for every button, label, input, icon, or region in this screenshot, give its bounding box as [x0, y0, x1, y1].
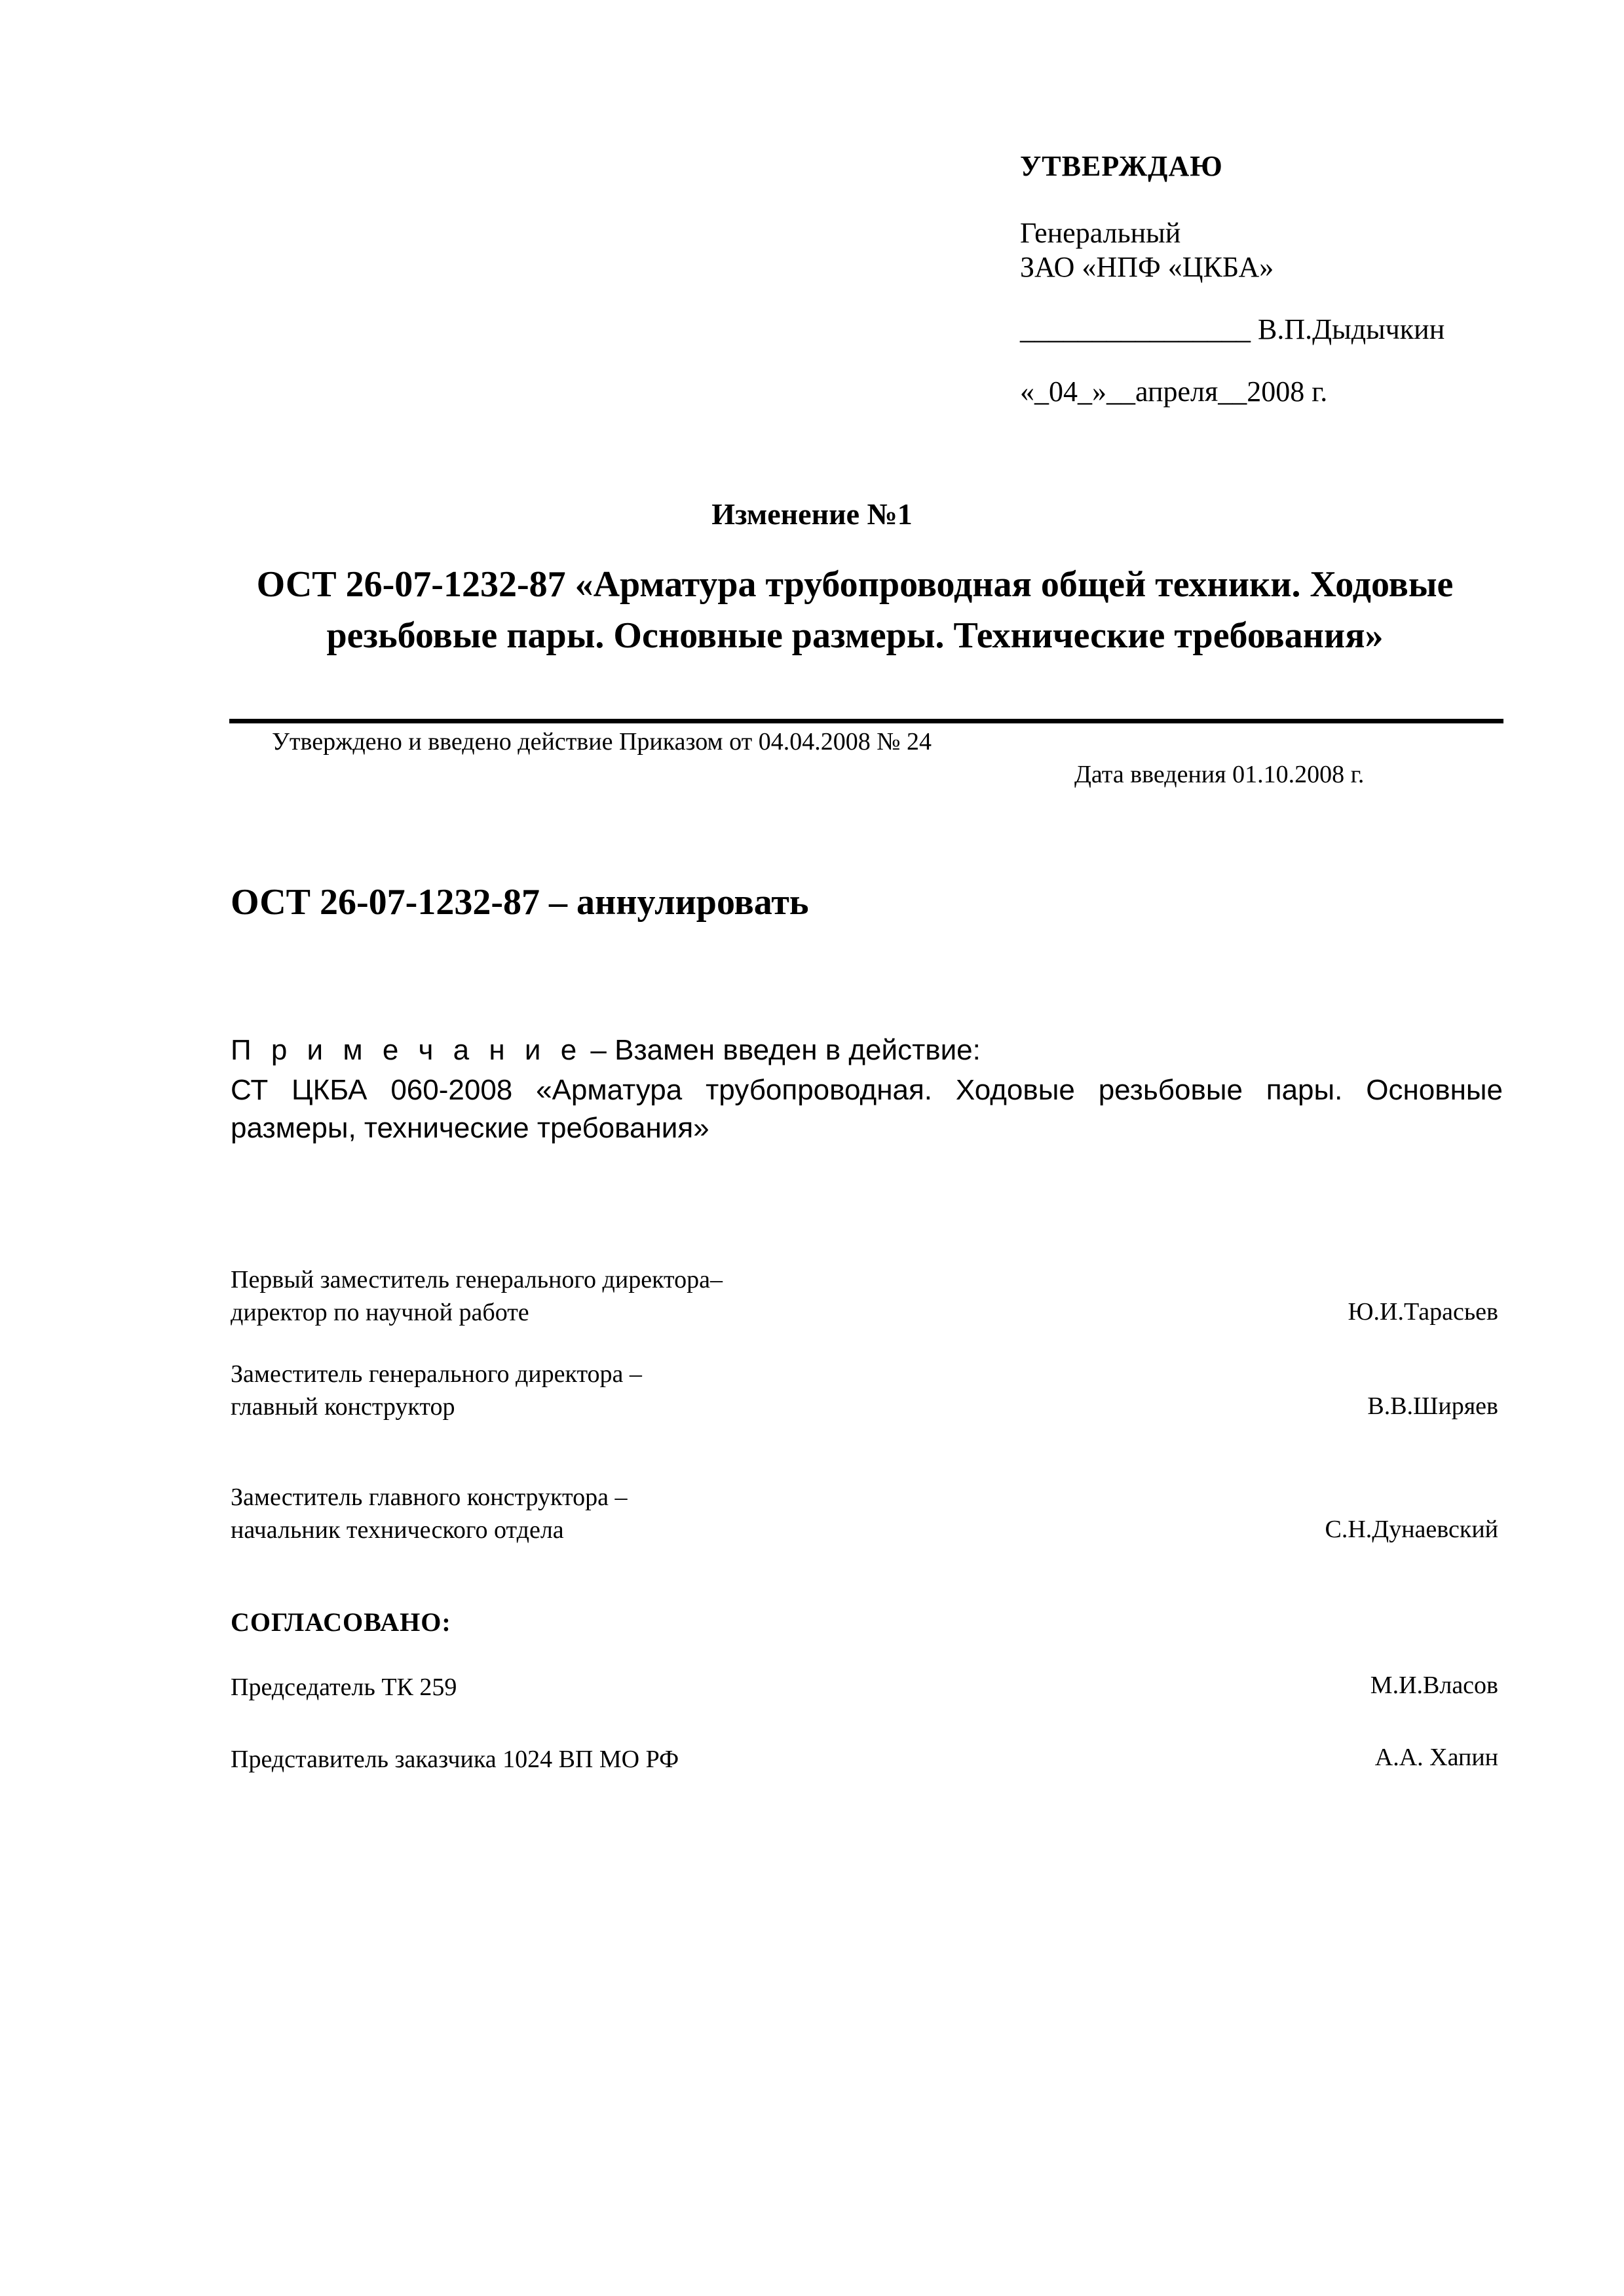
note-label: П р и м е ч а н и е	[231, 1034, 583, 1066]
signatory-name: В.В.Ширяев	[1367, 1392, 1498, 1420]
signatory-role-line: Заместитель главного конструктора –	[231, 1483, 628, 1511]
signatory-name: С.Н.Дунаевский	[1325, 1516, 1498, 1543]
introduction-date: Дата введения 01.10.2008 г.	[1074, 761, 1365, 788]
note-heading	[231, 1034, 981, 1067]
approval-signature-line: ________________ В.П.Дыдычкин	[1020, 313, 1445, 345]
signatory-role-line: главный конструктор	[231, 1393, 455, 1421]
order-text: Утверждено и введено действие Приказом от 04.04.2008 № 24	[272, 728, 932, 756]
document-title: ОСТ 26-07-1232-87 «Арматура трубопроводная общей техники. Ходовые резьбовые пары. Основные размеры. Технические требования»	[256, 564, 1454, 656]
signatory-role-line: директор по научной работе	[231, 1299, 529, 1326]
note-body: СТ ЦКБА 060-2008 «Арматура трубопроводная. Ходовые резьбовые пары. Основные размеры, технические требования»	[231, 1074, 1503, 1144]
approval-date: «_04_»__апреля__2008 г.	[1020, 375, 1328, 408]
approval-title: УТВЕРЖДАЮ	[1020, 150, 1223, 182]
agreed-title: СОГЛАСОВАНО:	[231, 1607, 451, 1637]
change-title: Изменение №1	[711, 497, 913, 531]
signatory-role	[231, 1263, 723, 1329]
signatory-role-line: начальник технического отдела	[231, 1516, 564, 1544]
approval-position: Генеральный	[1020, 217, 1181, 249]
signatory-role-line: Первый заместитель генерального директора–	[231, 1266, 723, 1293]
horizontal-rule	[229, 719, 1503, 723]
signatory-role-line: Заместитель генерального директора –	[231, 1360, 642, 1388]
note-lead: – Взамен введен в действие:	[582, 1034, 981, 1066]
signatory-role	[231, 1481, 627, 1546]
signatory-role	[231, 1358, 642, 1423]
agreed-role: Представитель заказчика 1024 ВП МО РФ	[231, 1746, 679, 1773]
approval-organization: ЗАО «НПФ «ЦКБА»	[1020, 251, 1274, 283]
signatory-name: Ю.И.Тарасьев	[1348, 1298, 1498, 1326]
agreed-role: Председатель ТК 259	[231, 1674, 457, 1701]
agreed-name: А.А. Хапин	[1374, 1744, 1498, 1771]
agreed-name: М.И.Власов	[1370, 1672, 1498, 1699]
annul-statement: ОСТ 26-07-1232-87 – аннулировать	[231, 882, 809, 923]
